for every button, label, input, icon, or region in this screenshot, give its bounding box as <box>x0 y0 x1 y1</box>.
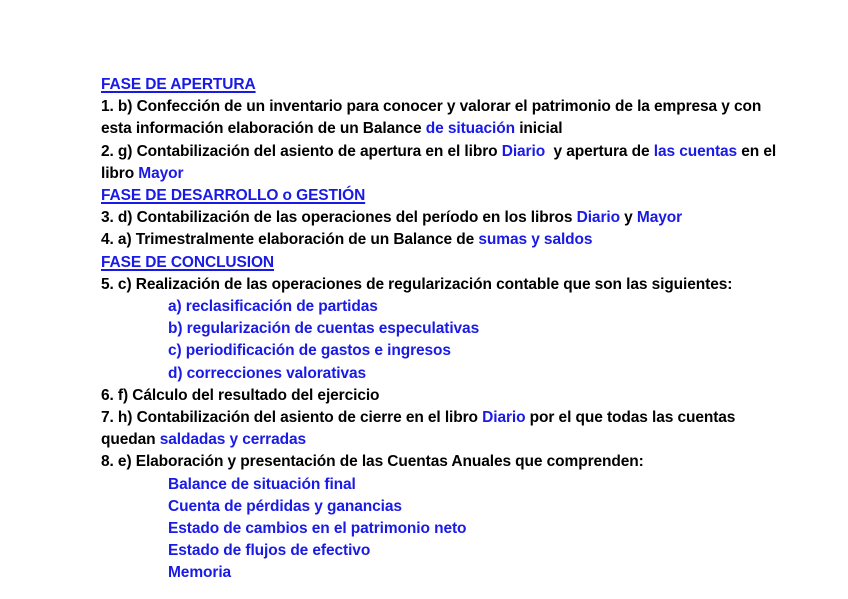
sublist-5a <box>101 296 781 318</box>
item-4-seg-0: 4. a) Trimestralmente elaboración de un Balance de <box>101 231 479 249</box>
item-3-seg-1: Diario <box>576 209 620 227</box>
sublist-8-1 <box>101 474 781 496</box>
item-5-seg-0: 5. c) Realización de las operaciones de regularización contable que son las siguientes: <box>101 275 733 293</box>
heading-desarrollo-text: FASE DE DESARROLLO o GESTIÓN <box>101 187 366 205</box>
sublist-8-3-text: Estado de cambios en el patrimonio neto <box>168 520 467 538</box>
sublist-5c <box>101 340 781 362</box>
sublist-8-4-text: Estado de flujos de efectivo <box>168 542 371 560</box>
heading-conclusion-text: FASE DE CONCLUSION <box>101 253 275 271</box>
sublist-8-2-text: Cuenta de pérdidas y ganancias <box>168 497 402 515</box>
item-8 <box>101 451 781 473</box>
item-2 <box>101 141 785 185</box>
heading-conclusion <box>101 252 781 274</box>
heading-apertura <box>101 74 781 96</box>
item-4 <box>101 229 781 251</box>
sublist-8-2 <box>101 496 781 518</box>
item-3-seg-3: Mayor <box>636 209 683 227</box>
item-2-seg-5: Mayor <box>138 164 184 182</box>
item-1-seg-1: de situación <box>425 120 515 138</box>
heading-apertura-text: FASE DE APERTURA <box>101 76 256 93</box>
sublist-8-1-text: Balance de situación final <box>168 475 356 493</box>
sublist-8-4 <box>101 540 781 562</box>
item-2-seg-4: en el libro <box>101 142 785 182</box>
item-4-seg-1: sumas y saldos <box>478 231 593 249</box>
item-2-seg-3: las cuentas <box>653 142 738 160</box>
item-2-seg-1: Diario <box>501 142 546 160</box>
item-1-seg-2: inicial <box>515 120 563 138</box>
item-2-seg-0: 2. g) Contabilización del asiento de apertura en el libro <box>101 142 502 160</box>
item-6-seg-0: 6. f) Cálculo del resultado del ejercicio <box>101 386 380 404</box>
sublist-5a-text: a) reclasificación de partidas <box>168 298 378 316</box>
item-3 <box>101 207 781 229</box>
item-7-seg-2: por el que todas las cuentas quedan <box>101 409 740 449</box>
sublist-8-5 <box>101 562 781 584</box>
item-7-seg-3: saldadas y cerradas <box>159 431 307 449</box>
item-3-seg-2: y <box>619 209 637 227</box>
sublist-8-3 <box>101 518 781 540</box>
sublist-5d-text: d) correcciones valorativas <box>168 364 367 382</box>
sublist-5b-text: b) regularización de cuentas especulativas <box>168 320 480 338</box>
item-2-seg-2: y apertura de <box>545 142 654 160</box>
sublist-8-5-text: Memoria <box>168 564 232 582</box>
sublist-5b <box>101 318 781 340</box>
item-7-seg-0: 7. h) Contabilización del asiento de cierre en el libro <box>101 409 483 427</box>
item-1-seg-0: 1. b) Confección de un inventario para conocer y valorar el patrimonio de la empresa y con esta información elaboración de un Balance <box>101 98 766 138</box>
item-6 <box>101 385 781 407</box>
item-1 <box>101 96 781 140</box>
sublist-5c-text: c) periodificación de gastos e ingresos <box>168 342 451 360</box>
document-text-body <box>101 74 785 585</box>
item-7-seg-1: Diario <box>482 409 526 427</box>
sublist-5d <box>101 363 781 385</box>
item-8-seg-0: 8. e) Elaboración y presentación de las Cuentas Anuales que comprenden: <box>101 453 644 471</box>
item-3-seg-0: 3. d) Contabilización de las operaciones del período en los libros <box>101 209 577 227</box>
item-5 <box>101 274 781 296</box>
heading-desarrollo <box>101 185 781 207</box>
item-7 <box>101 407 781 451</box>
